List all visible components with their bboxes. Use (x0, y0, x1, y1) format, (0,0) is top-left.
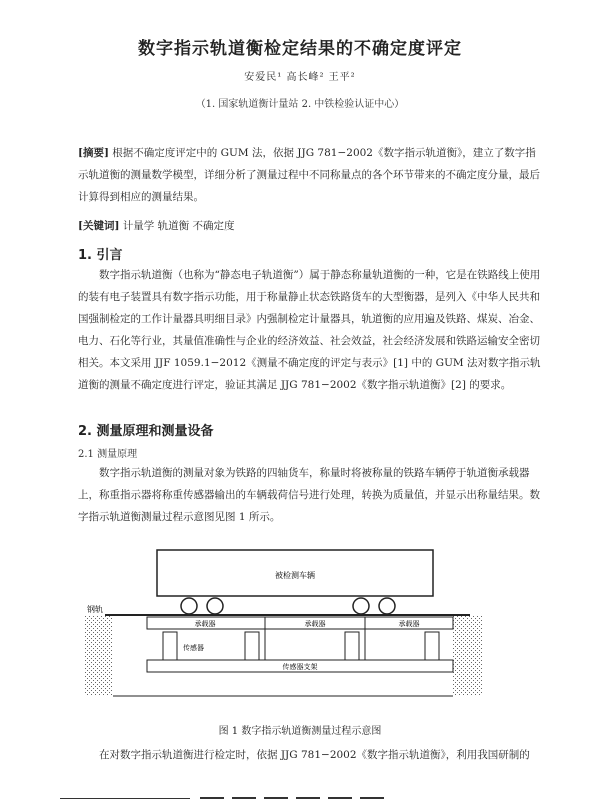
footer-dash (232, 797, 256, 799)
support-label: 传感器支架 (282, 663, 318, 671)
sensor-label: 传感器 (183, 644, 204, 652)
footer-dash (360, 797, 384, 799)
abstract-label: [摘要] (78, 147, 109, 159)
vehicle-label: 被检测车辆 (275, 571, 315, 580)
bearer-label: 承载器 (194, 620, 216, 628)
authors: 安爱民¹ 高长峰² 王平² (244, 72, 356, 83)
section-1-heading: 1. 引言 (78, 248, 123, 263)
footer-dash (328, 797, 352, 799)
abstract (78, 142, 544, 208)
sensor (163, 632, 177, 660)
bearer-label: 承载器 (304, 620, 326, 628)
sensor (245, 632, 259, 660)
footer-dash (264, 797, 288, 799)
footer-dash (296, 797, 320, 799)
wheel (181, 598, 197, 614)
keywords (78, 215, 544, 237)
wheel (379, 598, 395, 614)
section-2-1-heading: 2.1 测量原理 (78, 449, 138, 460)
rail-label: 钢轨 (87, 605, 103, 614)
figure-caption: 图 1 数字指示轨道衡测量过程示意图 (218, 726, 382, 737)
section-2-1-text: 数字指示轨道衡的测量对象为铁路的四轴货车，称量时将被称量的铁路车辆停于轨道衡承载器上，称重指示器将称重传感器输出的车辆载荷信号进行处理，转换为质量值，并显示出称量结果。数字指示轨道衡测量过程示意图见图 1 所示。 (78, 467, 540, 523)
figure-weighing-diagram (85, 548, 485, 708)
footer-rule (60, 798, 190, 799)
footer-dash (200, 797, 224, 799)
foundation-left (85, 616, 113, 696)
closing-text: 在对数字指示轨道衡进行检定时，依据 JJG 781−2002《数字指示轨道衡》，利用我国研制的 (99, 749, 530, 761)
abstract-text: 根据不确定度评定中的 GUM 法，依据 JJG 781−2002《数字指示轨道衡》，建立了数字指示轨道衡的测量数学模型，详细分析了测量过程中不同称量点的各个环节带来的不确定度分量，最后计算得到相应的测量结果。 (78, 147, 540, 203)
keywords-label: [关键词] (78, 220, 120, 232)
sensor (425, 632, 439, 660)
wheel (207, 598, 223, 614)
keywords-text: 计量学 轨道衡 不确定度 (122, 220, 235, 232)
section-1-text: 数字指示轨道衡（也称为“静态电子轨道衡”）属于静态称量轨道衡的一种，它是在铁路线上使用的装有电子装置具有数字指示功能，用于称量静止状态铁路货车的大型衡器，是列入《中华人民共和国强制检定的工作计量器具明细目录》内强制检定计量器具，轨道衡的应用遍及铁路、煤炭、冶金、电力、石化等行业，其量值准确性与企业的经济效益、社会效益，社会经济发展和铁路运输安全密切相关。本文采用 JJF 1059.1−2012《测量不确定度的评定与表示》[1] 中的 GUM 法对数字指示轨道衡的测量不确定度进行评定，验证其满足 JJG 781−2002《数字指示轨道衡》[2] 的要求。 (78, 269, 541, 391)
foundation-right (453, 616, 483, 696)
section-2-heading: 2. 测量原理和测量设备 (78, 424, 214, 439)
bearer-label: 承载器 (398, 620, 420, 628)
wheel (353, 598, 369, 614)
affiliation: （1. 国家轨道衡计量站 2. 中铁检验认证中心） (195, 99, 405, 110)
paper-title: 数字指示轨道衡检定结果的不确定度评定 (138, 39, 462, 59)
sensor (345, 632, 359, 660)
